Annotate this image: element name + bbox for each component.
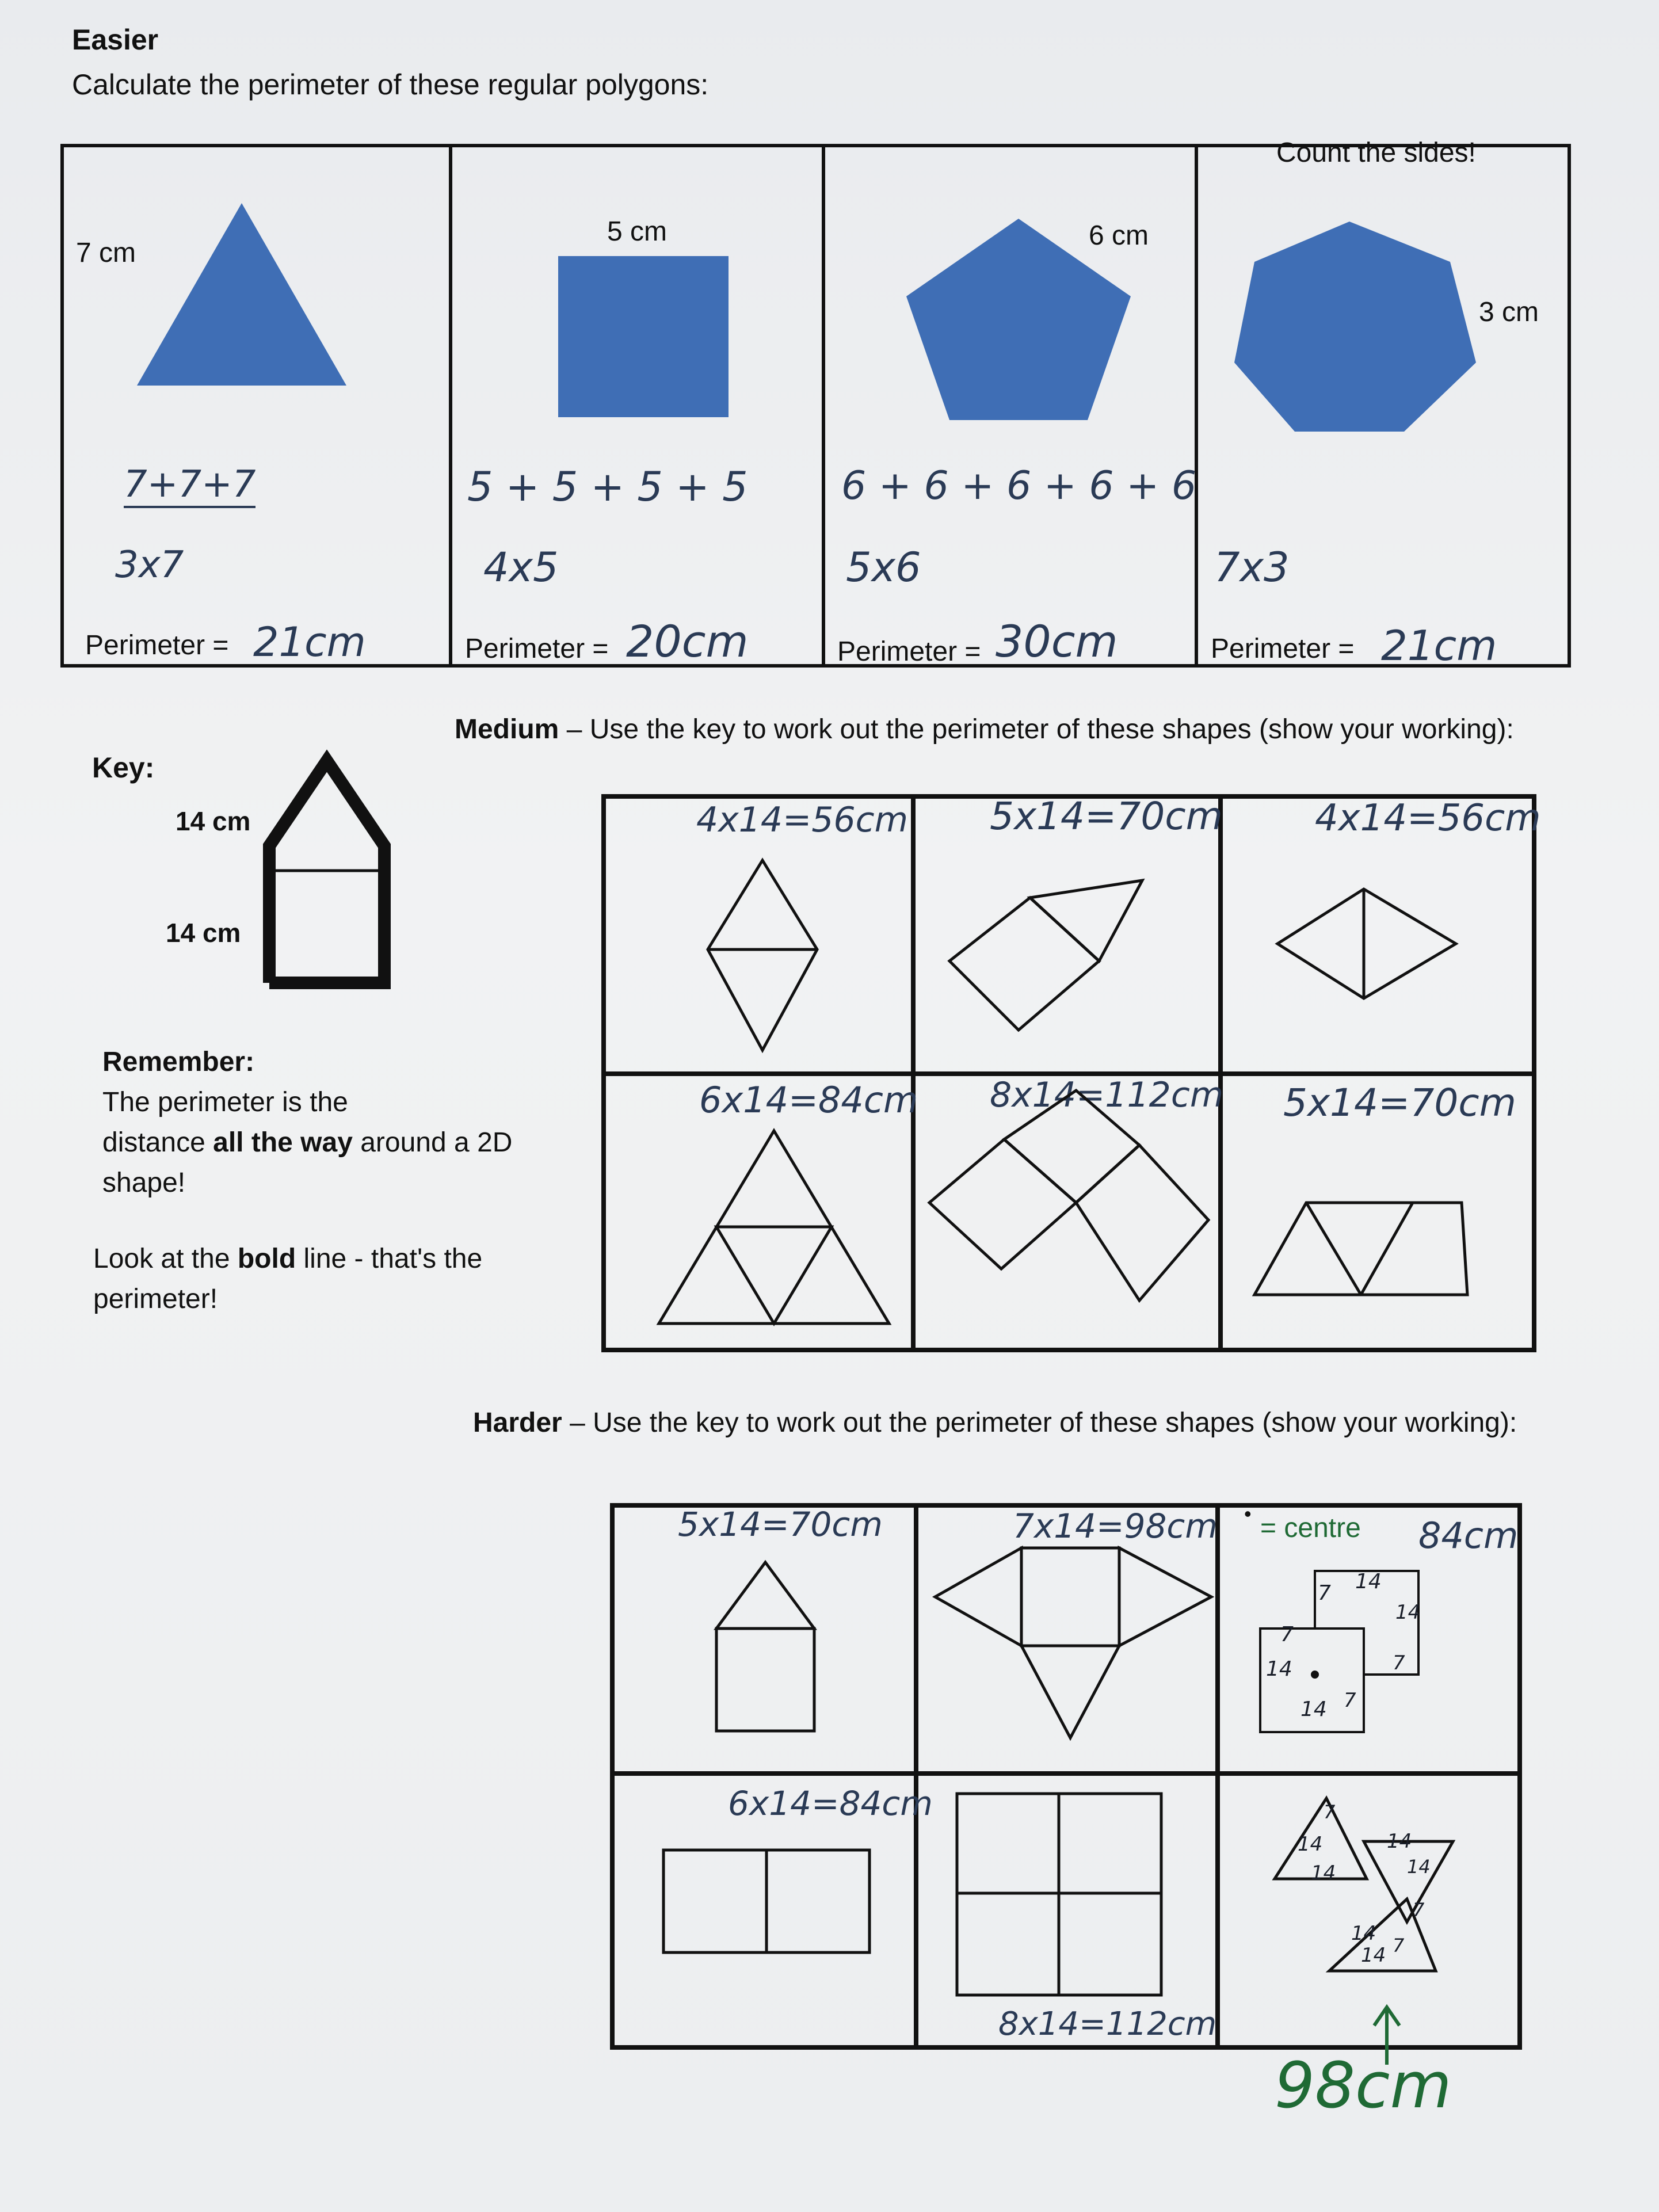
medium-title-rest: – Use the key to work out the perimeter of these shapes (show your working): (566, 714, 1514, 745)
easier-heading: Easier (72, 24, 159, 56)
square-shape (558, 256, 731, 418)
harder-answer-2: 7x14=98cm (1013, 1507, 1218, 1546)
medium-answer-1: 4x14=56cm (696, 800, 909, 840)
look-post: line - that's the (303, 1244, 483, 1274)
harder-vdiv-1 (914, 1503, 918, 2050)
count-sides-hint: Count the sides! (1276, 138, 1476, 168)
heptagon-answer: 21cm (1381, 621, 1497, 670)
harder-shape-house (708, 1559, 823, 1732)
harder-cell6-note-7: 14 (1351, 1922, 1376, 1945)
medium-shape-three-triangles (1252, 1197, 1470, 1300)
pentagon-perimeter-label: Perimeter = (837, 636, 981, 667)
look-line1 (93, 1243, 482, 1275)
harder-cell3-note-8: 7 (1344, 1689, 1356, 1712)
triangle-perimeter-label: Perimeter = (85, 630, 229, 661)
remember-line3: shape! (102, 1168, 186, 1198)
centre-dot-icon: • (1244, 1502, 1252, 1525)
harder-answer-5: 8x14=112cm (998, 2005, 1217, 2043)
key-wall-label: 14 cm (166, 918, 241, 948)
medium-answer-4: 6x14=84cm (699, 1079, 918, 1121)
harder-cell3-note-4: 7 (1280, 1623, 1294, 1646)
heptagon-shape (1231, 219, 1485, 434)
pentagon-sum: 6 + 6 + 6 + 6 + 6 (841, 463, 1197, 509)
square-product: 4x5 (483, 544, 559, 591)
look-pre: Look at the (93, 1244, 230, 1274)
easier-instruction: Calculate the perimeter of these regular polygons: (72, 68, 709, 101)
harder-cell6-note-1: 7 (1324, 1801, 1336, 1823)
pentagon-product: 5x6 (846, 544, 921, 591)
pentagon-answer: 30cm (996, 616, 1118, 667)
harder-cell3-note-6: 7 (1393, 1652, 1405, 1675)
harder-shape-square-three-triangles (929, 1545, 1217, 1741)
triangle-shape (132, 199, 351, 388)
harder-cell6-note-2: 14 (1298, 1833, 1323, 1856)
medium-shape-rhombus (1272, 886, 1462, 1001)
harder-cell3-note-1: 7 (1318, 1581, 1331, 1605)
triangle-answer: 21cm (253, 619, 366, 666)
harder-cell6-note-9: 14 (1361, 1944, 1386, 1967)
heptagon-product: 7x3 (1214, 544, 1290, 591)
remember-line1: The perimeter is the (102, 1087, 348, 1118)
harder-shape-two-squares (661, 1847, 874, 1957)
medium-answer-2: 5x14=70cm (990, 794, 1223, 838)
triangle-side-label: 7 cm (76, 238, 136, 268)
key-house-diagram (264, 754, 390, 984)
triangle-product: 3x7 (115, 544, 184, 586)
remember-title: Remember: (102, 1047, 255, 1077)
harder-cell3-note-5: 14 (1266, 1657, 1292, 1681)
harder-answer-1: 5x14=70cm (678, 1505, 883, 1544)
key-title: Key: (92, 752, 155, 784)
medium-shape-two-squares (924, 1088, 1211, 1306)
medium-answer-6: 5x14=70cm (1283, 1081, 1516, 1125)
look-line2: perimeter! (93, 1284, 218, 1314)
square-answer: 20cm (626, 616, 749, 667)
remember-line2 (102, 1127, 512, 1158)
harder-answer-3: 84cm (1418, 1515, 1519, 1557)
harder-cell6-note-3: 14 (1311, 1862, 1336, 1885)
medium-answer-3: 4x14=56cm (1315, 797, 1541, 840)
medium-shape-triforce (656, 1128, 892, 1326)
pentagon-shape (903, 216, 1134, 423)
harder-cell6-note-8: 7 (1393, 1935, 1405, 1957)
square-perimeter-label: Perimeter = (465, 634, 609, 664)
harder-title (473, 1407, 1517, 1439)
triangle-sum: 7+7+7 (124, 463, 255, 508)
harder-cell3-note-3: 14 (1395, 1601, 1421, 1624)
medium-shape-kite (699, 857, 826, 1053)
easier-divider-3 (1195, 144, 1198, 668)
harder-answer-6: 98cm (1275, 2049, 1452, 2122)
heptagon-perimeter-label: Perimeter = (1211, 634, 1355, 664)
harder-cell6-note-5: 14 (1407, 1856, 1431, 1878)
harder-title-rest: – Use the key to work out the perimeter of these shapes (show your working): (570, 1408, 1517, 1438)
harder-cell3-note-7: 14 (1300, 1698, 1327, 1721)
key-roof-label: 14 cm (176, 806, 251, 836)
harder-title-bold: Harder (473, 1408, 562, 1438)
medium-answer-5: 8x14=112cm (990, 1075, 1224, 1115)
pentagon-side-label: 6 cm (1089, 220, 1149, 251)
harder-cell3-note-2: 14 (1355, 1570, 1382, 1593)
harder-answer-4: 6x14=84cm (728, 1784, 933, 1823)
answer-arrow-icon (1370, 2003, 1404, 2066)
medium-title-bold: Medium (455, 714, 559, 745)
medium-title (455, 714, 1514, 745)
harder-hdiv (610, 1771, 1522, 1776)
square-sum: 5 + 5 + 5 + 5 (467, 463, 748, 510)
harder-shape-four-squares (954, 1791, 1164, 1998)
harder-cell6-note-4: 14 (1387, 1830, 1412, 1853)
heptagon-side-label: 3 cm (1479, 297, 1539, 327)
remember-line2-pre: distance (102, 1127, 205, 1158)
square-side-label: 5 cm (607, 216, 668, 247)
easier-divider-1 (449, 144, 452, 668)
remember-line2-bold: all the way (213, 1127, 353, 1158)
remember-line2-post: around a 2D (360, 1127, 513, 1158)
easier-divider-2 (822, 144, 825, 668)
medium-shape-square-triangle (944, 875, 1151, 1042)
harder-cell6-note-6: 7 (1413, 1899, 1425, 1921)
centre-key-label: = centre (1260, 1513, 1361, 1543)
look-bold: bold (237, 1244, 296, 1274)
